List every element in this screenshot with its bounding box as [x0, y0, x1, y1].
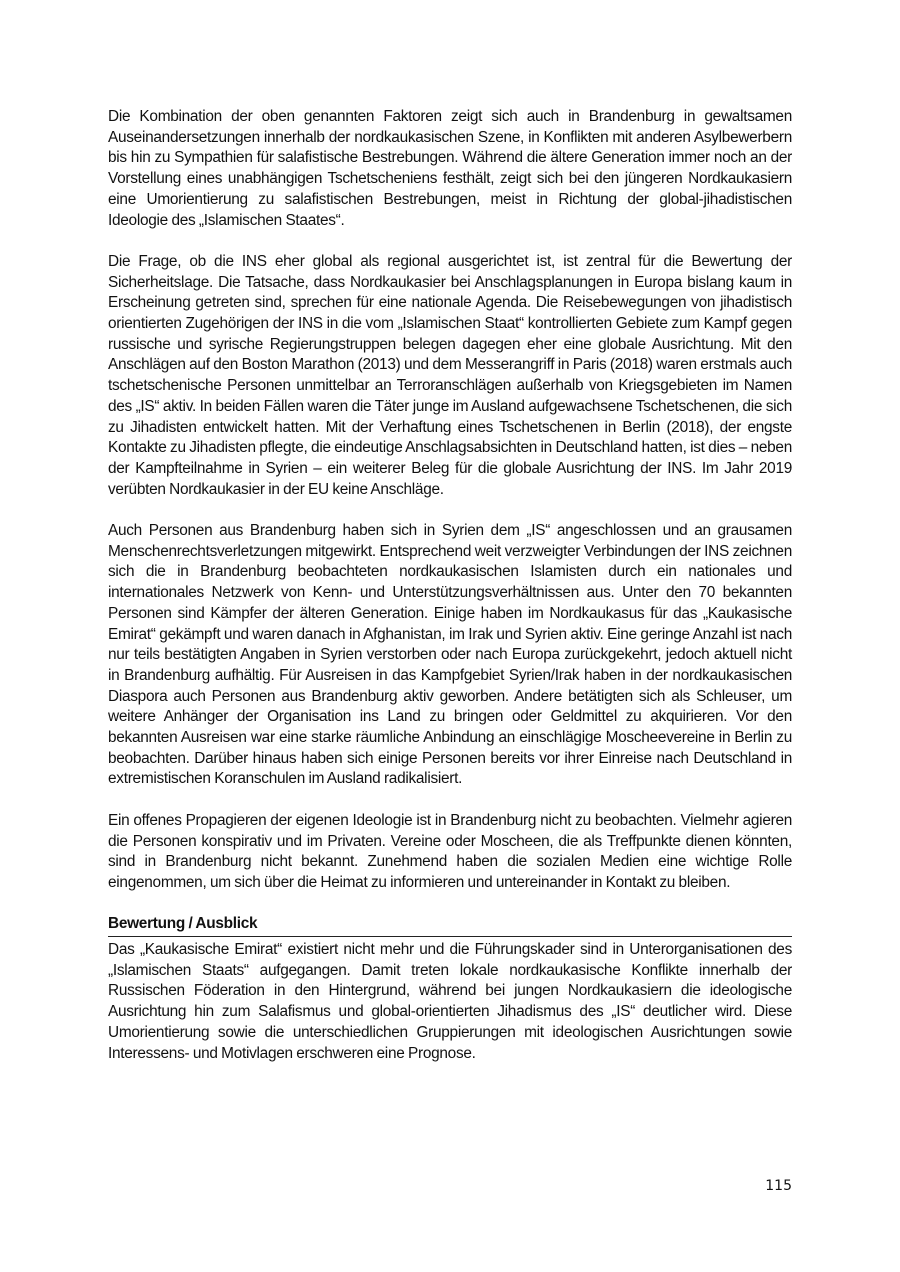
page-number: 115 [765, 1178, 792, 1194]
assessment-paragraph: Das „Kaukasische Emirat“ existiert nicht mehr und die Führungskader sind in Unterorganisationen des „Islamischen Staats“ aufgegangen. Damit treten lokale nordkaukasische Konflikte innerhalb der Russischen Föderation in den Hintergrund, während bei jungen Nordkaukasiern die ideologische Ausrichtung hin zum Salafismus und global-orientierten Jihadismus des „IS“ deutlicher wird. Diese Umorientierung sowie die unterschiedlichen Gruppierungen mit ideologischen Ausrichtungen sowie Interessens- und Motivlagen erschweren eine Prognose. [108, 941, 792, 1062]
section-heading: Bewertung / Ausblick [108, 914, 792, 937]
paragraph-global-orientation: Die Frage, ob die INS eher global als regional ausgerichtet ist, ist zentral für die Bewertung der Sicherheitslage. Die Tatsache, dass Nordkaukasier bei Anschlagsplanungen in Europa bislang kaum in Erscheinung getreten sind, sprechen für eine nationale Agenda. Die Reisebewegungen von jihadistisch orientierten Zugehörigen der INS in die vom „Islamischen Staat“ kontrollierten Gebiete zum Kampf gegen russische und syrische Regierungstruppen belegen dagegen eher eine globale Ausrichtung. Mit den Anschlägen auf den Boston Marathon (2013) und dem Messerangriff in Paris (2018) waren erstmals auch tschetschenische Personen unmittelbar an Terroranschlägen außerhalb von Kriegsgebieten im Namen des „IS“ aktiv. In beiden Fällen waren die Täter junge im Ausland aufgewachsene Tschetschenen, die sich zu Jihadisten entwickelt hatten. Mit der Verhaftung eines Tschetschenen in Berlin (2018), der engste Kontakte zu Jihadisten pflegte, die eindeutige Anschlagsabsichten in Deutschland hatten, ist dies – neben der Kampfteilnahme in Syrien – ein weiterer Beleg für die globale Ausrichtung der INS. Im Jahr 2019 verübten Nordkaukasier in der EU keine Anschläge. [108, 252, 792, 498]
paragraph-factors: Die Kombination der oben genannten Faktoren zeigt sich auch in Brandenburg in gewaltsamen Auseinandersetzungen innerhalb der nordkaukasischen Szene, in Konflikten mit anderen Asylbewerbern bis hin zu Sympathien für salafistische Bestrebungen. Während die ältere Generation immer noch an der Vorstellung eines unabhängigen Tschetscheniens festhält, zeigt sich bei den jüngeren Nordkaukasiern eine Umorientierung zu salafistischen Bestrebungen, meist in Richtung der global-jihadistischen Ideologie des „Islamischen Staates“. [108, 108, 792, 229]
paragraph-propaganda: Ein offenes Propagieren der eigenen Ideologie ist in Brandenburg nicht zu beobachten. Vielmehr agieren die Personen konspirativ und im Privaten. Vereine oder Moscheen, die als Treffpunkte dienen könnten, sind in Brandenburg nicht bekannt. Zunehmend haben die sozialen Medien eine wichtige Rolle eingenommen, um sich über die Heimat zu informieren und untereinander in Kontakt zu bleiben. [108, 811, 792, 891]
assessment-section [108, 914, 792, 1064]
paragraph-brandenburg-persons: Auch Personen aus Brandenburg haben sich in Syrien dem „IS“ angeschlossen und an grausamen Menschenrechtsverletzungen mitgewirkt. Entsprechend weit verzweigter Verbindungen der INS zeichnen sich die in Brandenburg beobachteten nordkaukasischen Islamisten durch ein nationales und internationales Netzwerk von Kenn- und Unterstützungsverhältnissen aus. Unter den 70 bekannten Personen sind Kämpfer der älteren Generation. Einige haben im Nordkaukasus für das „Kaukasische Emirat“ gekämpft und waren danach in Afghanistan, im Irak und Syrien aktiv. Eine geringe Anzahl ist nach nur teils bestätigten Angaben in Syrien verstorben oder nach Europa zurückgekehrt, jedoch aktuell nicht in Brandenburg aufhältig. Für Ausreisen in das Kampfgebiet Syrien/Irak haben in der nordkaukasischen Diaspora auch Personen aus Brandenburg aktiv geworben. Andere betätigten sich als Schleuser, um weitere Anhänger der Organisation ins Land zu bringen oder Geldmittel zu akquirieren. Vor den bekannten Ausreisen war eine starke räumliche Anbindung an einschlägige Moscheevereine in Berlin zu beobachten. Darüber hinaus haben sich einige Personen bereits vor ihrer Einreise nach Deutschland in extremistischen Koranschulen im Ausland radikalisiert. [108, 522, 792, 788]
document-page [108, 107, 792, 1064]
